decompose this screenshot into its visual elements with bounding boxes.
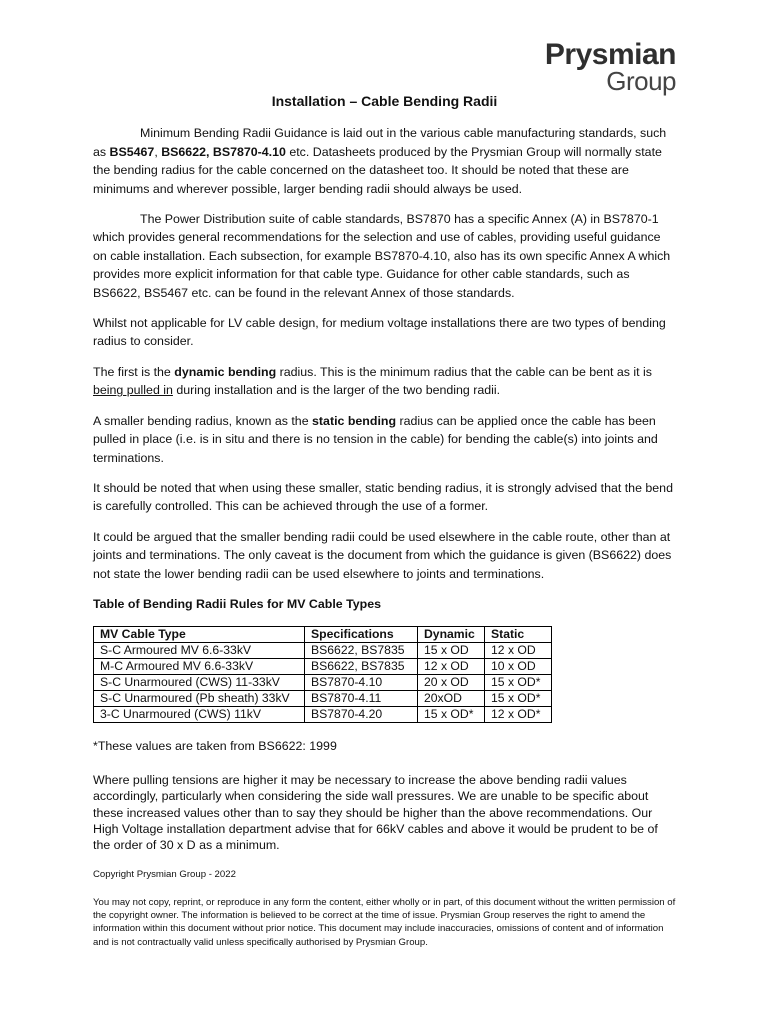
paragraph-static-bending [93,412,676,467]
text-span: etc. Datasheets produced by the Prysmian Group will normally state the bending radius for the cable concerned on the datasheet too. It should be noted that these are minimums and wherever possible, larger bending radii should always be used. [93,144,662,196]
page-title: Installation – Cable Bending Radii [271,93,498,109]
table-cell: S-C Unarmoured (Pb sheath) 33kV [94,691,305,707]
table-cell: BS6622, BS7835 [305,659,418,675]
underlined-term: being pulled in [93,383,173,398]
table-heading: Table of Bending Radii Rules for MV Cable Types [93,596,382,611]
prysmian-group-logo [545,40,676,94]
table-cell: 3-C Unarmoured (CWS) 11kV [94,707,305,723]
bold-standard: BS6622, BS7870-4.10 [161,144,286,159]
paragraph-intro [93,124,676,198]
text-span: , [154,144,162,159]
table-cell: 15 x OD* [418,707,485,723]
table-cell: BS7870-4.20 [305,707,418,723]
table-cell: 12 x OD [485,643,552,659]
paragraph-pulling-tensions: Where pulling tensions are higher it may be necessary to increase the above bending radii values accordingly, particularly when considering the side wall pressures. We are unable to be specific about these increased values other than to say they should be higher than the above recommendations. Our High Voltage installation department advise that for 66kV cables and above it would be prudent to be of the order of 30 x D as a minimum. [93,772,658,853]
table-row [94,707,552,723]
bold-term: dynamic bending [174,364,277,379]
table-cell: 20xOD [418,691,485,707]
copyright-notice: Copyright Prysmian Group - 2022 [93,868,236,880]
table-row [94,691,552,707]
table-cell: S-C Unarmoured (CWS) 11-33kV [94,675,305,691]
text-span: A smaller bending radius, known as the [93,413,313,428]
table-cell: BS7870-4.10 [305,675,418,691]
table-cell: 12 x OD [418,659,485,675]
text-span: radius can be applied once the cable has been pulled in place (i.e. is in situ and there is no tension in the cable) for bending the cable(s) into joints and terminations. [93,413,658,465]
paragraph-caveat: It could be argued that the smaller bending radii could be used elsewhere in the cable route, other than at joints and terminations. The only caveat is the document from which the guidance is given (BS6622) does not state the lower bending radii can be used elsewhere to joints and terminations. [93,529,672,581]
table-cell: 20 x OD [418,675,485,691]
bold-term: static bending [312,413,397,428]
column-header: Specifications [305,627,418,643]
bold-standard: BS5467 [109,144,155,159]
table-row [94,643,552,659]
legal-disclaimer: You may not copy, reprint, or reproduce in any form the content, either wholly or in part, of this document without the written permission of the copyright owner. The information is believed to be correct at the time of issue. Prysmian Group reserves the right to amend the information within this document without prior notice. This document may include inaccuracies, omissions of content and of information and is not contractually valid unless specifically authorised by Prysmian Group. [93,896,676,948]
text-span: The first is the [93,364,175,379]
table-cell: M-C Armoured MV 6.6-33kV [94,659,305,675]
table-cell: 15 x OD* [485,675,552,691]
table-cell: 10 x OD [485,659,552,675]
bending-radii-table [93,626,552,723]
column-header: MV Cable Type [94,627,305,643]
table-row [94,675,552,691]
text-span: Minimum Bending Radii Guidance is laid out in the various cable manufacturing standards, such as [93,126,667,159]
table-header-row [94,627,552,643]
table-cell: 15 x OD [418,643,485,659]
table-footnote: *These values are taken from BS6622: 1999 [93,739,337,754]
column-header: Dynamic [418,627,485,643]
paragraph-former-advice: It should be noted that when using these smaller, static bending radius, it is strongly advised that the bend is carefully controlled. This can be achieved through the use of a former. [93,480,673,514]
table-cell: S-C Armoured MV 6.6-33kV [94,643,305,659]
text-span: radius. This is the minimum radius that the cable can be bent as it is [276,364,652,379]
table-row [94,659,552,675]
table-cell: BS6622, BS7835 [305,643,418,659]
logo-wordmark-group: Group [606,66,676,96]
column-header: Static [485,627,552,643]
table-cell: 12 x OD* [485,707,552,723]
paragraph-mv-bending-types: Whilst not applicable for LV cable design, for medium voltage installations there are two types of bending radius to consider. [93,316,666,349]
paragraph-bs7870: The Power Distribution suite of cable standards, BS7870 has a specific Annex (A) in BS7870-1 which provides general recommendations for the selection and use of cables, providing useful guidance on cable installation. Each subsection, for example BS7870-4.10, also has its own specific Annex A which provides more explicit information for that cable type. Guidance for other cable standards, such as BS6622, BS5467 etc. can be found in the relevant Annex of those standards. [93,212,671,300]
logo-wordmark-prysmian: Prysmian [544,38,676,71]
text-span: during installation and is the larger of the two bending radii. [172,383,501,398]
document-body [93,92,676,949]
paragraph-dynamic-bending [93,363,676,400]
table-cell: BS7870-4.11 [305,691,418,707]
table-cell: 15 x OD* [485,691,552,707]
